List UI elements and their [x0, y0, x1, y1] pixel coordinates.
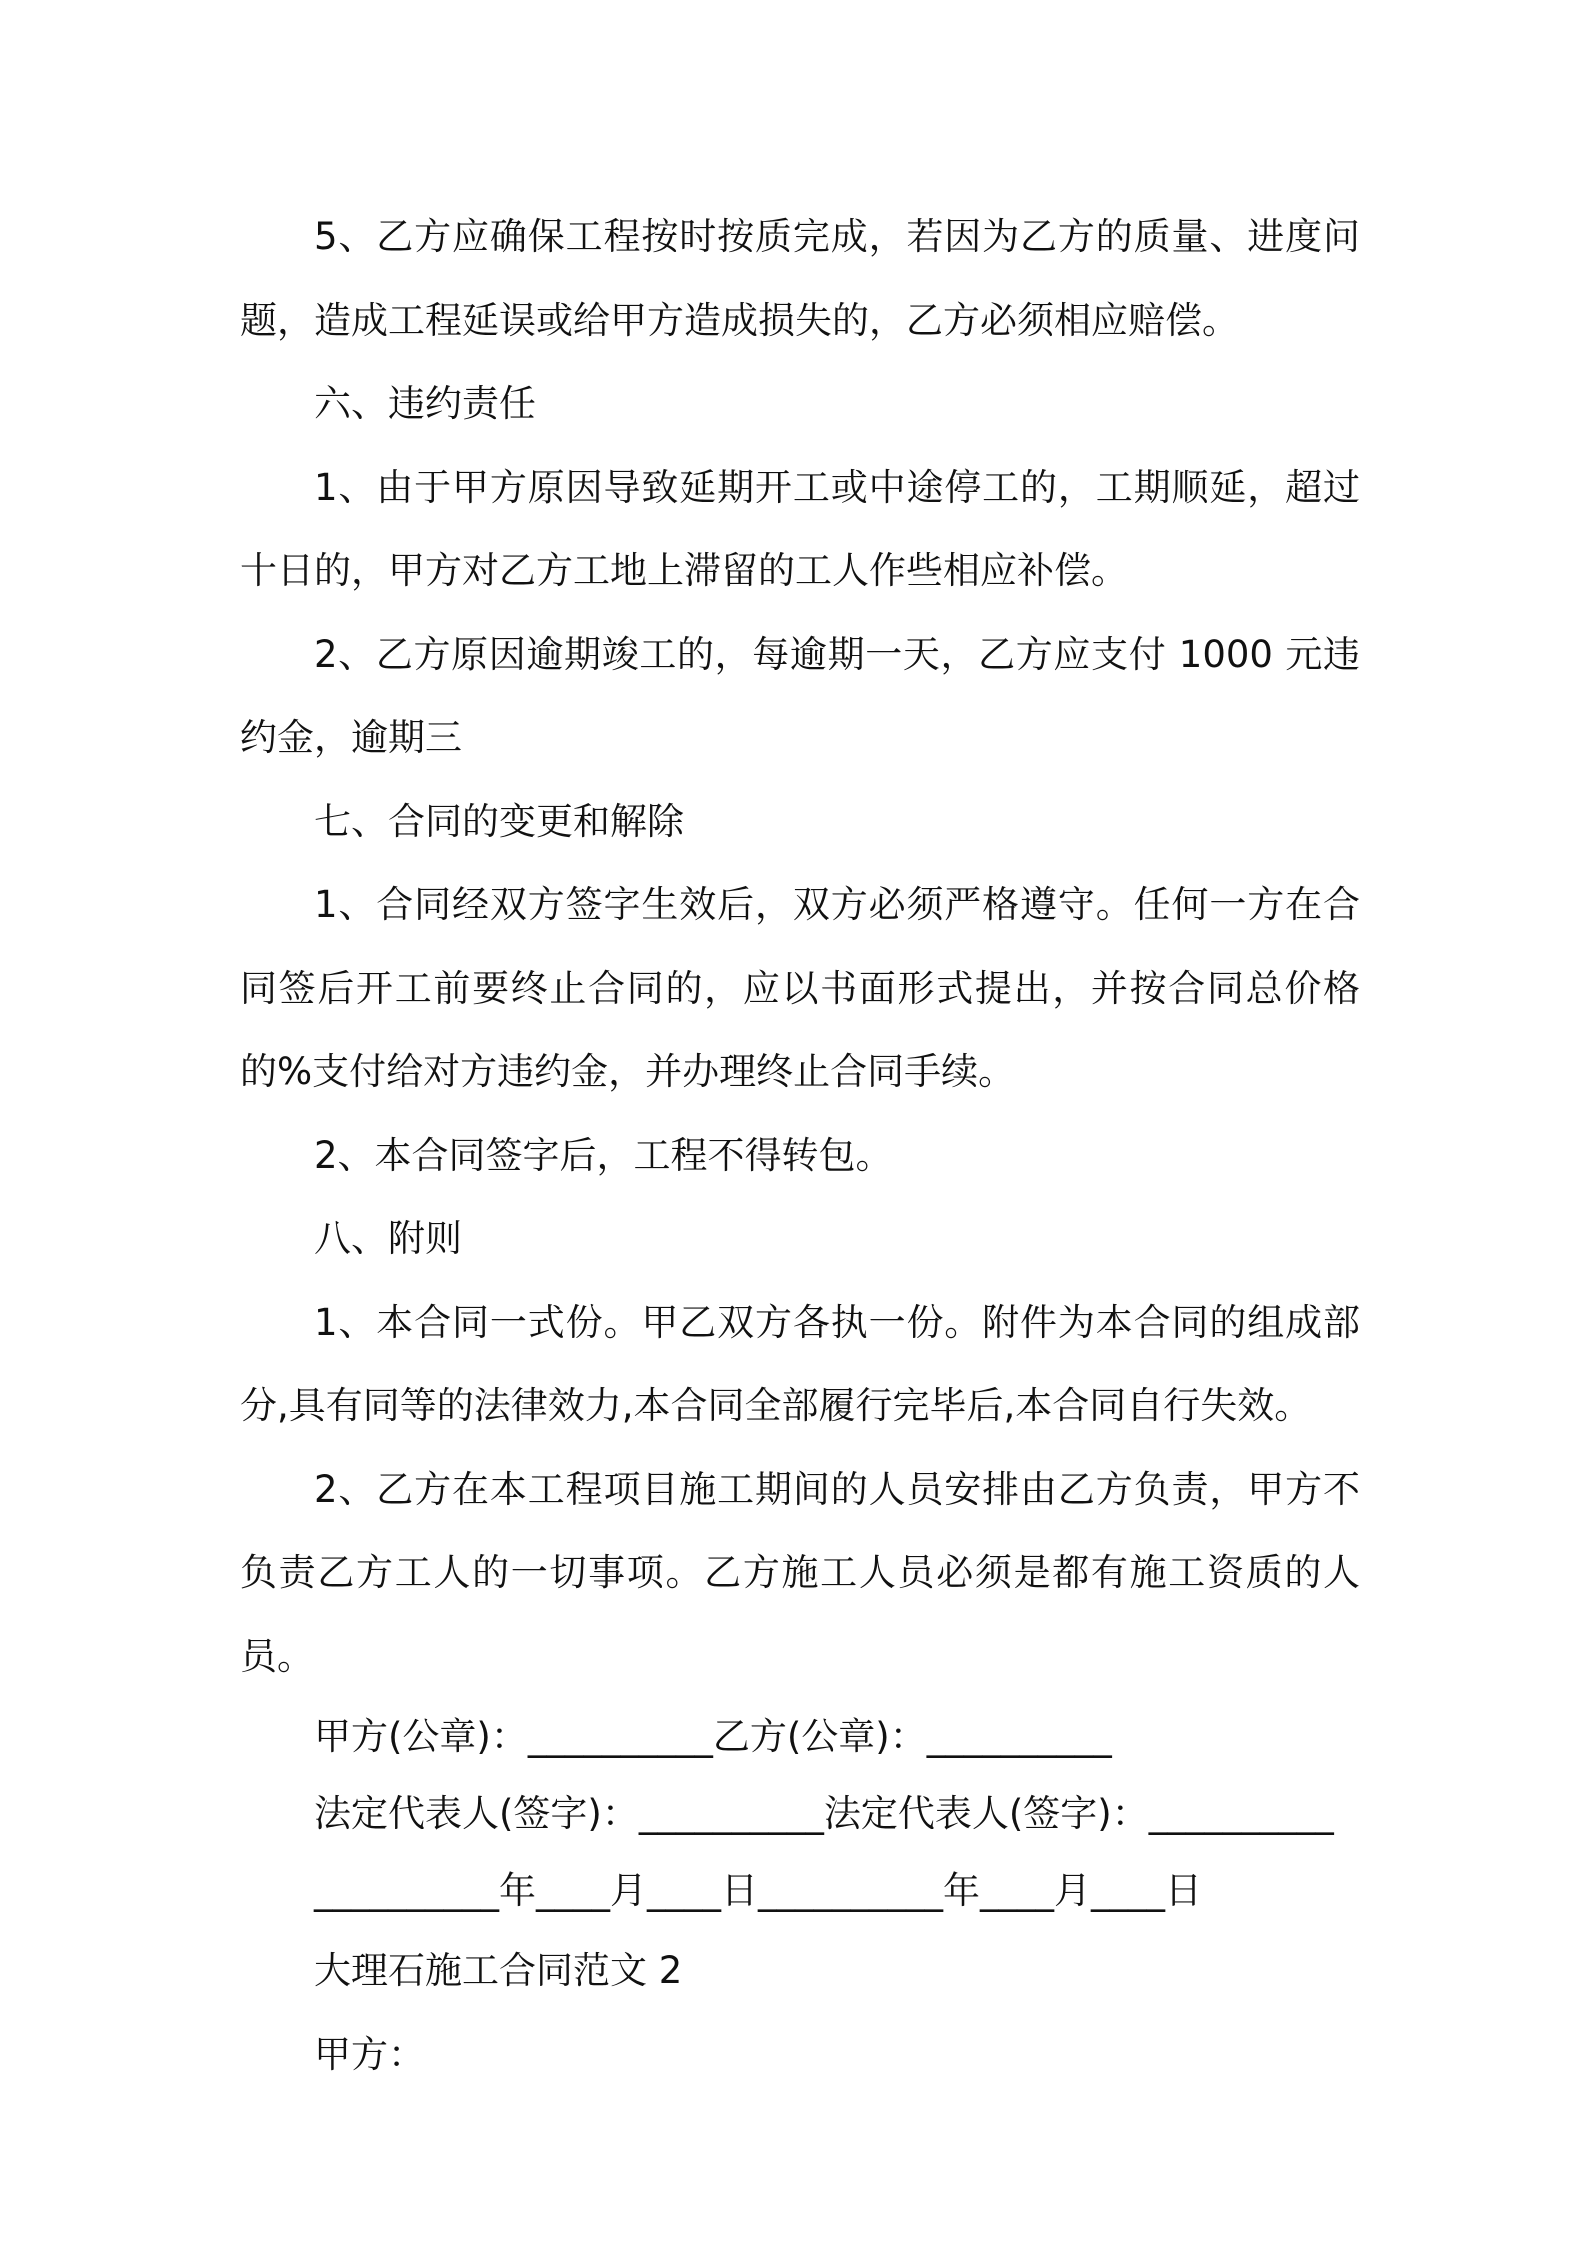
signature-block [240, 1698, 1360, 1929]
clause-2-staffing: 2、乙方在本工程项目施工期间的人员安排由乙方负责，甲方不负责乙方工人的一切事项。乙方施工人员必须是都有施工资质的人员。 [240, 1467, 1360, 1678]
clause-2-no-subcontract: 2、本合同签字后，工程不得转包。 [314, 1133, 893, 1177]
next-contract-title: 大理石施工合同范文 2 [314, 1949, 683, 1992]
clause-1-termination: 1、合同经双方签字生效后，双方必须严格遵守。任何一方在合同签后开工前要终止合同的，应以书面形式提出，并按合同总价格的%支付给对方违约金，并办理终止合同手续。 [240, 883, 1360, 1093]
next-party-a-label: 甲方： [314, 2032, 425, 2076]
document-body [240, 195, 1360, 2096]
clause-5-quality: 5、乙方应确保工程按时按质完成，若因为乙方的质量、进度问题，造成工程延误或给甲方造成损失的，乙方必须相应赔偿。 [240, 215, 1360, 342]
clause-1-copies: 1、本合同一式份。甲乙双方各执一份。附件为本合同的组成部分,具有同等的法律效力,本合同全部履行完毕后,本合同自行失效。 [240, 1300, 1360, 1427]
signature-date-line: __________年____月____日__________年____月____日 [314, 1869, 1202, 1912]
section-heading-breach: 六、违约责任 [314, 382, 536, 425]
clause-1-delay: 1、由于甲方原因导致延期开工或中途停工的，工期顺延，超过十日的，甲方对乙方工地上滞留的工人作些相应补偿。 [240, 465, 1360, 592]
signature-representative-line: 法定代表人(签字)：__________法定代表人(签字)：__________ [314, 1792, 1334, 1835]
section-heading-change: 七、合同的变更和解除 [314, 799, 684, 843]
clause-2-overdue: 2、乙方原因逾期竣工的，每逾期一天，乙方应支付 1000 元违约金，逾期三 [240, 632, 1360, 759]
section-heading-appendix: 八、附则 [314, 1217, 462, 1260]
signature-seal-line: 甲方(公章)：__________乙方(公章)：__________ [314, 1715, 1112, 1758]
